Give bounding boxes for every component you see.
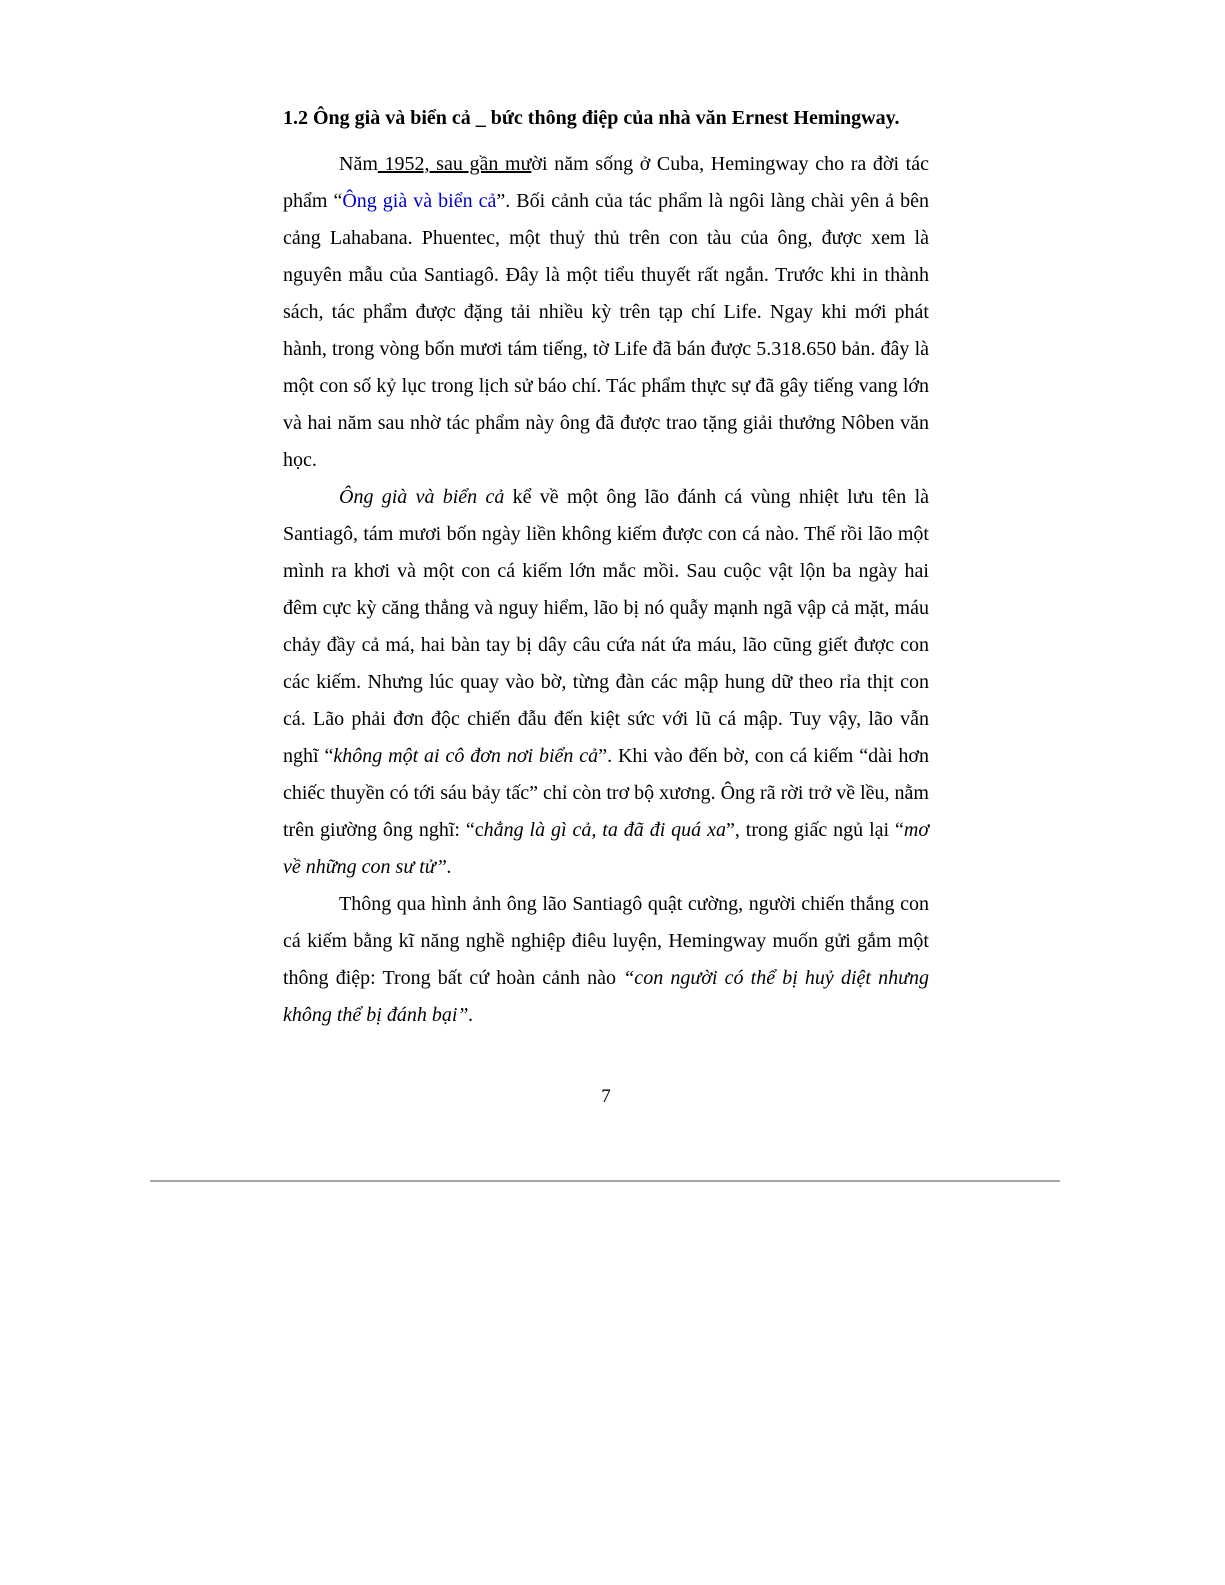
text-run: Thông qua hình ảnh ông lão Santiagô quật cường, người chiến thắng con cá kiếm bằng kĩ năng nghề nghiệp điêu luyện, Hemingway muốn gửi gắm một thông điệp: Trong bất cứ hoàn cảnh nào [283, 893, 929, 989]
book-title-italic: Ông già và biển cả [339, 486, 505, 508]
paragraph-1 [283, 146, 929, 479]
quote-italic: mơ về những con sư tử”. [283, 819, 929, 878]
footer-divider [150, 1180, 1060, 1182]
paragraph-2 [283, 479, 929, 886]
text-run: Năm [339, 153, 378, 175]
section-heading: 1.2 Ông già và biển cả _ bức thông điệp của nhà văn Ernest Hemingway. [283, 107, 900, 129]
text-run: kể về một ông lão đánh cá vùng nhiệt lưu tên là Santiagô, tám mươi bốn ngày liền không kiếm được con cá nào. Thế rồi lão một mình ra khơi và một con cá kiếm lớn mắc mồi. Sau cuộc vật lộn ba ngày hai đêm cực kỳ căng thẳng và nguy hiểm, lão bị nó quẫy mạnh ngã vập cả mặt, máu chảy đầy cả má, hai bàn tay bị dây câu cứa nát ứa máu, lão cũng giết được con các kiếm. Nhưng lúc quay vào bờ, từng đàn các mập hung dữ theo rỉa thịt con cá. Lão phải đơn độc chiến đẫu đến kiệt sức với lũ cá mập. Tuy vậy, lão vẫn nghĩ “ [283, 486, 929, 767]
quote-italic: “con người có thể bị huỷ diệt nhưng không thể bị đánh bại”. [283, 967, 929, 1026]
quote-italic: không một ai cô đơn nơi biển cả [333, 745, 599, 767]
page-number: 7 [601, 1086, 611, 1107]
book-title-link: Ông già và biển cả [342, 190, 497, 212]
paragraph-3 [283, 886, 929, 1034]
text-run: ”. Khi vào đến bờ, con cá kiếm “dài hơn chiếc thuyền có tới sáu bảy tấc” chỉ còn trơ bộ xương. Ông rã rời trở về lều, nằm trên giường ông nghĩ: “c [283, 745, 930, 841]
text-run: ”. Bối cảnh của tác phẩm là ngôi làng chài yên ả bên cảng Lahabana. Phuentec, một thuỷ thủ trên con tàu của ông, được xem là nguyên mẫu của Santiagô. Đây là một tiểu thuyết rất ngắn. Trước khi in thành sách, tác phẩm được đặng tải nhiều kỳ trên tạp chí Life. Ngay khi mới phát hành, trong vòng bốn mươi tám tiếng, tờ Life đã bán được 5.318.650 bản. đây là một con số kỷ lục trong lịch sử báo chí. Tác phẩm thực sự đã gây tiếng vang lớn và hai năm sau nhờ tác phẩm này ông đã được trao tặng giải thưởng Nôben văn học. [283, 190, 930, 471]
quote-italic: hẳng là gì cả, ta đã đi quá xa [483, 819, 726, 841]
underlined-text-run: 1952, sau gần mư [377, 153, 532, 175]
text-run: ”, trong giấc ngủ lại “ [725, 819, 904, 841]
text-block [283, 96, 929, 1108]
text-run: ời năm sống ở Cuba, Hemingway cho ra đời tác phẩm “ [283, 153, 929, 212]
